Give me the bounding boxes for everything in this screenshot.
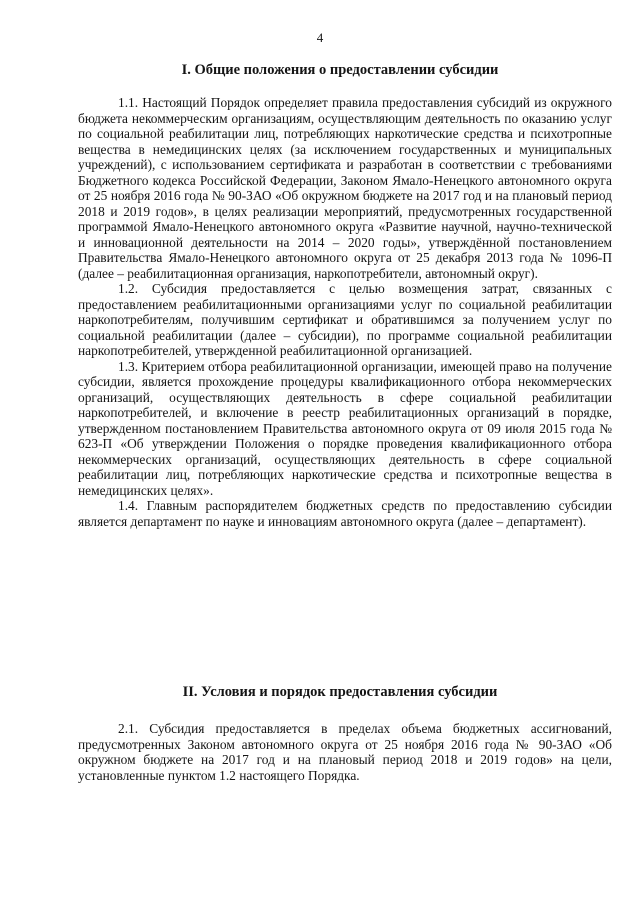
paragraph-1-4: 1.4. Главным распорядителем бюджетных средств по предоставлению субсидии является департамент по науке и инновациям автономного округа (далее – департамент).	[78, 498, 612, 529]
paragraph-1-1: 1.1. Настоящий Порядок определяет правила предоставления субсидий из окружного бюджета некоммерческим организациям, осуществляющим деятельность по оказанию услуг по социальной реабилитации лиц, потребляющих наркотические средства и психотропные вещества в немедицинских целях (за исключением государственных и муниципальных учреждений), с использованием сертификата и разработан в соответствии с требованиями Бюджетного кодекса Российской Федерации, Законом Ямало-Ненецкого автономного округа от 25 ноября 2016 года № 90-ЗАО «Об окружном бюджете на 2017 год и на плановый период 2018 и 2019 годов», в целях реализации мероприятий, предусмотренных государственной программой Ямало-Ненецкого автономного округа «Развитие научной, научно-технической и инновационной деятельности на 2014 – 2020 годы», утверждённой постановлением Правительства Ямало-Ненецкого автономного округа от 25 декабря 2013 года № 1096-П (далее – реабилитационная организация, наркопотребители, автономный округ).	[78, 95, 612, 281]
paragraph-1-3: 1.3. Критерием отбора реабилитационной организации, имеющей право на получение субсидии, является прохождение процедуры квалификационного отбора некоммерческих организаций, осуществляющих деятельность в сфере социальной реабилитации наркопотребителей, и включение в реестр реабилитационных организаций в порядке, утвержденном постановлением Правительства автономного округа от 09 июля 2015 года № 623-П «Об утверждении Положения о порядке проведения квалификационного отбора некоммерческих организаций, осуществляющих деятельность в сфере социальной реабилитации лиц, потребляющих наркотические средства и психотропные вещества в немедицинских целях».	[78, 358, 612, 498]
section-1-heading: I. Общие положения о предоставлении субсидии	[181, 62, 499, 78]
section-2-heading: II. Условия и порядок предоставления субсидии	[182, 684, 498, 700]
section-2-body	[78, 721, 612, 783]
paragraph-2-1: 2.1. Субсидия предоставляется в пределах объема бюджетных ассигнований, предусмотренных Законом автономного округа от 25 ноября 2016 года № 90-ЗАО «Об окружном бюджете на 2017 год и на плановый период 2018 и 2019 годов» на цели, установленные пунктом 1.2 настоящего Порядка.	[78, 721, 612, 783]
page-number: 4	[316, 30, 324, 45]
paragraph-1-2: 1.2. Субсидия предоставляется с целью возмещения затрат, связанных с предоставлением реабилитационными организациями услуг по социальной реабилитации наркопотребителям, получившим сертификат и обратившимся за получением услуг по социальной реабилитации (далее – субсидии), по программе социальной реабилитации наркопотребителей, утвержденной реабилитационной организацией.	[78, 281, 612, 358]
section-1-body	[78, 95, 612, 529]
